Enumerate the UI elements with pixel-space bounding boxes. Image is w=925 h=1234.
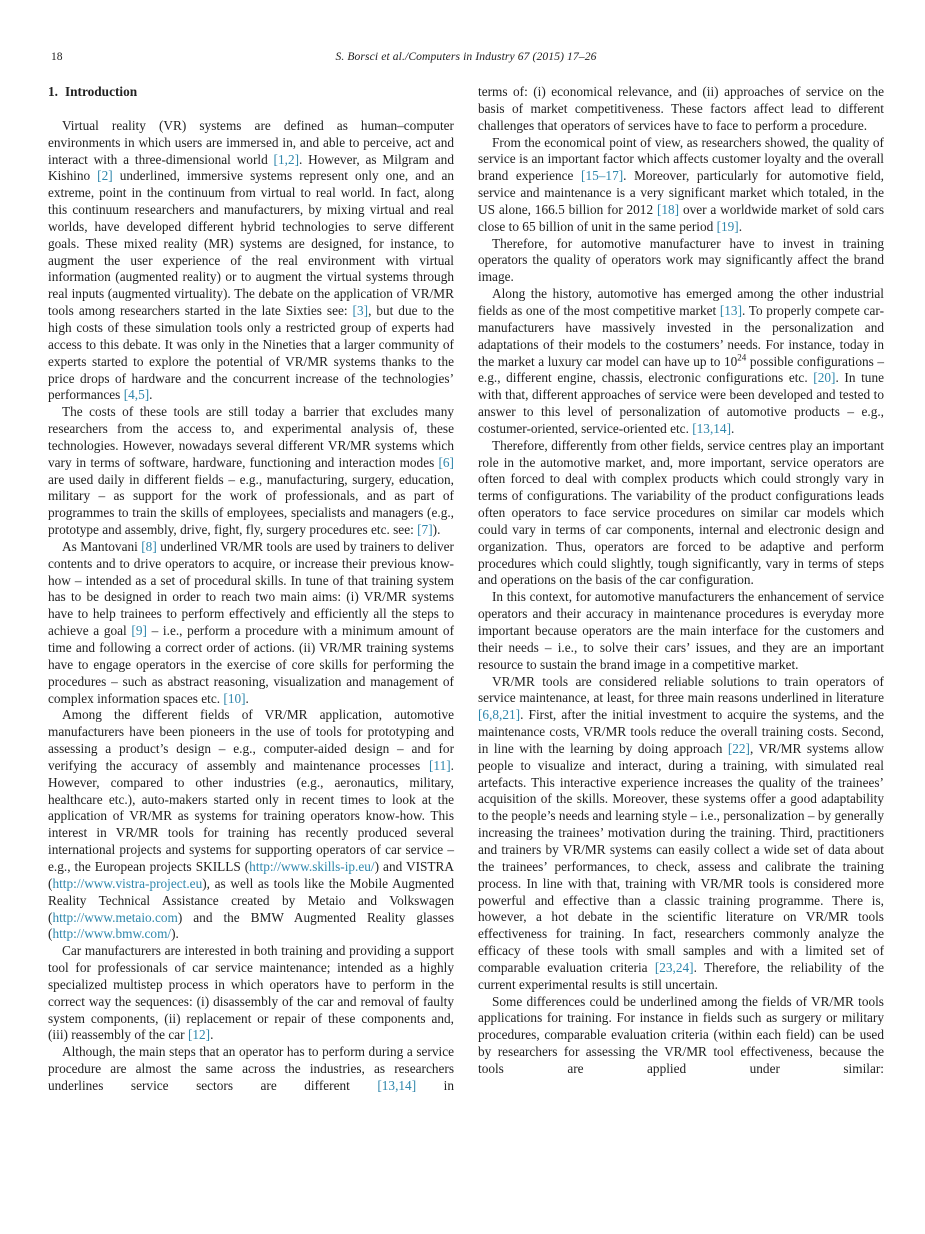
citation-link[interactable]: [6,8,21] [478, 707, 521, 723]
paragraph [478, 674, 884, 994]
citation-link[interactable]: [2] [97, 168, 113, 184]
citation-link[interactable]: [15–17] [581, 168, 624, 184]
text-run: From the economical point of view, as researchers showed, the quality of service is an important factor which affects customer loyalty and the overall brand experience [478, 134, 884, 184]
text-run: ) and VISTRA ( [48, 858, 454, 891]
text-run: , VR/MR systems allow people to visualize and interact, during a training, with simulated real artefacts. This interactive experience increases the quality of the trainees’ acquisition of the skills. Moreover, these systems offer a good adaptability to the people’s needs and learning style – i.e., personalization – by generally increasing the trainees’ motivation during the training. Third, practitioners and trainers by VR/MR systems can easily collect a wide set of data about the trainees’ performances, to check, assess and calibrate the training process. In line with that, training with VR/MR tools is considered more powerful and effective than a classic training programme. There is, however, a hot debate in the scientific literature on VR/MR tools effectiveness for training. In fact, researchers commonly analyze the efficacy of these tools with small samples and with a limited set of comparable evaluation criteria [478, 740, 884, 975]
citation-link[interactable]: [6] [438, 454, 454, 470]
citation-link[interactable]: [8] [141, 538, 157, 554]
citation-link[interactable]: [4,5] [123, 387, 150, 403]
text-run: . [149, 387, 153, 403]
citation-link[interactable]: [13] [719, 302, 743, 318]
text-run: underlined VR/MR tools are used by trainers to deliver contents and to drive operators to acquire, or increase their previous know-how – intended as a set of procedural skills. In tune of that training system has to be designed in order to reach two main aims: (i) VR/MR systems have to help trainees to perform effectively and efficiently all the steps to achieve a goal [48, 538, 454, 639]
paragraph [478, 589, 884, 673]
section-heading [48, 84, 454, 101]
citation-link[interactable]: [13,14] [377, 1077, 417, 1093]
right-column-paragraphs [478, 84, 884, 1078]
running-head: S. Borsci et al./Computers in Industry 67 (2015) 17–26 [335, 50, 597, 63]
text-run: VR/MR tools are considered reliable solutions to train operators of service maintenance, at least, for three main reasons underlined in literature [478, 673, 884, 706]
paragraph [478, 286, 884, 438]
text-run: ) and the BMW Augmented Reality glasses ( [48, 909, 454, 942]
citation-link[interactable]: [23,24] [654, 959, 694, 975]
text-run: . Moreover, particularly for automotive field, service and maintenance is a very significant market which totaled, in the US alone, 166.5 billion for 2012 [478, 168, 884, 217]
paragraph [48, 404, 454, 539]
url-link[interactable]: http://www.skills-ip.eu/ [249, 858, 375, 874]
text-run: . However, as Milgram and Kishino [48, 151, 454, 184]
paragraph [48, 539, 454, 707]
text-run: ), as well as tools like the Mobile Augmented Reality Technical Assistance created by Metaio and Volkswagen ( [48, 875, 454, 925]
citation-link[interactable]: [3] [352, 303, 369, 319]
left-column-paragraphs [48, 118, 454, 1095]
text-run: As Mantovani [62, 538, 142, 554]
text-run: possible configurations – e.g., different engine, chassis, electronic configurations etc. [478, 353, 885, 386]
paragraph [478, 236, 884, 287]
text-run: in [416, 1077, 454, 1093]
url-link[interactable]: http://www.vistra-project.eu [52, 875, 203, 891]
text-run: Therefore, for automotive manufacturer have to invest in training operators the quality of operators work may significantly affect the brand image. [478, 235, 884, 285]
text-run: Car manufacturers are interested in both training and providing a support tool for professionals of car service maintenance; intended as a highly specialized multistep process in which operators have to perform in the correct way the sequences: (i) disassembly of the car and removal of faulty system components, (ii) replacement or repair of these components and, (iii) reassembly of the car [48, 943, 454, 1043]
text-run: over a worldwide market of sold cars close to 65 billion of unit in the same period [478, 201, 885, 234]
text-run: underlined, immersive systems represent only one, and an extreme, point in the continuum from virtual to real world. In fact, along this continuum researchers and manufacturers, by mixing virtual and real worlds, have developed different hybrid technologies to serve different goals. These mixed reality (MR) systems are designed, for instance, to augment the user experience of the real environment with virtual information (augmented reality) or to augment the virtual systems through real inputs (augmented virtuality). The debate on the application of VR/MR tools among researchers started in the late Sixties see: [48, 168, 454, 319]
text-run: . However, compared to other industries (e.g., aeronautics, military, healthcare etc.), auto-makers started only in recent times to look at the application of VR/MR as systems for training operators know-how. This interest in VR/MR tools for training has recently produced several international projects and systems for supporting operators of car service – e.g., the European projects SKILLS ( [48, 757, 454, 874]
paragraph [48, 118, 454, 404]
text-run: . Therefore, the reliability of the current experimental results is still uncertain. [478, 959, 884, 992]
text-run: The costs of these tools are still today a barrier that excludes many researchers from the access to, and experimental analysis of, these technologies. However, nowadays several different VR/MR systems which vary in terms of software, hardware, functioning and interaction modes [48, 404, 454, 470]
paragraph [48, 707, 454, 943]
citation-link[interactable]: [19] [716, 218, 739, 234]
section-number: 1. [48, 84, 58, 99]
right-column [478, 84, 884, 1095]
paragraph [478, 994, 884, 1078]
citation-link[interactable]: [9] [131, 623, 147, 639]
paragraph [478, 135, 884, 236]
text-run: . [731, 420, 735, 436]
url-link[interactable]: http://www.metaio.com [52, 909, 178, 925]
text-run: terms of: (i) economical relevance, and (ii) approaches of service on the basis of market competitiveness. These factors affect lead to different challenges that operators of services have to face to perform a procedure. [478, 84, 884, 133]
url-link[interactable]: http://www.bmw.com/ [52, 926, 172, 942]
text-run: Along the history, automotive has emerged among the other industrial fields as one of the most competitive market [478, 286, 884, 318]
paragraph [48, 1044, 454, 1095]
citation-link[interactable]: [1,2] [273, 151, 300, 167]
text-run: Therefore, differently from other fields, service centres play an important role in the automotive market, and, more important, service operators are often forced to deal with complex products which could strongly vary in terms of configurations. The variability of the product configurations leads often operators to face service procedures on similar car models which could vary in terms of car components, internal and electronic design and organization. Thus, operators are forced to be adaptive and perform procedures which could slightly, tough significantly, vary in terms of steps and operations on the basis of the car configuration. [478, 437, 884, 588]
text-run: are used daily in different fields – e.g., manufacturing, surgery, education, military – as support for the work of professionals, and as part of programmes to train the skills of employees, specialists and managers (e.g., prototype and assembly, drive, fight, fly, surgery procedures etc. see: [48, 471, 454, 538]
text-run: . To properly compete car-manufacturers have massively invested in the personalization and adaptations of their models to the costumers’ needs. For instance, today in the market a luxury car model can have up to 10 [478, 302, 885, 369]
page-header [48, 50, 884, 66]
text-run: . [210, 1027, 214, 1043]
text-run: ). [432, 522, 441, 538]
text-run: ). [171, 926, 179, 942]
superscript: 24 [737, 352, 747, 363]
paragraph [478, 438, 884, 590]
text-run: , but due to the high costs of these simulation tools only a restricted group of experts had access to this debate. It was only in the Nineties that a larger community of experts started to explore the potential of VR/MR systems thanks to the price drops of hardware and the concurrent increase of the technologies’ performances [48, 303, 454, 403]
paragraph [48, 943, 454, 1044]
text-run: . In tune with that, different approaches of service were been developed and tested to answer to this level of personalization of automotive products – e.g., costumer-oriented, service-oriented etc. [478, 370, 884, 436]
text-run: Virtual reality (VR) systems are defined as human–computer environments in which users are immersed in, and able to perceive, act and interact with a three-dimensional world [48, 117, 454, 167]
text-run: – i.e., perform a procedure with a minimum amount of time and following a correct order of actions. (ii) VR/MR training systems have to engage operators in the exercise of core skills for performing the procedures – such as abstract reasoning, visualization and management of complex information spaces etc. [48, 623, 454, 706]
text-run: . [738, 218, 743, 234]
section-title: Introduction [64, 84, 138, 99]
paragraph [478, 84, 884, 135]
text-run: . [245, 690, 249, 706]
citation-link[interactable]: [7] [417, 522, 433, 538]
text-run: Among the different fields of VR/MR application, automotive manufacturers have been pioneers in the use of tools for prototyping and assessing a product’s design – e.g., computer-aided design – and for verifying the accuracy of assembly and maintenance processes [48, 707, 454, 773]
page-number: 18 [51, 50, 63, 63]
citation-link[interactable]: [12] [187, 1027, 211, 1043]
text-run: In this context, for automotive manufacturers the enhancement of service operators and their accuracy in maintenance procedures is everyday more important because operators are the main interface for the customers and their needs – i.e., to solve their cars’ issues, and they are an important resource to sustain the brand image in a competitive market. [478, 589, 884, 672]
text-run: Although, the main steps that an operator has to perform during a service procedure are almost the same across the industries, as researchers underlines service sectors are different [48, 1044, 454, 1093]
citation-link[interactable]: [18] [656, 201, 680, 217]
text-run: . First, after the initial investment to acquire the systems, and the maintenance costs, VR/MR tools reduce the overall training costs. Second, in line with the learning by doing approach [478, 707, 884, 756]
left-column [48, 84, 454, 1095]
citation-link[interactable]: [10] [223, 690, 246, 706]
article-body [48, 84, 884, 1095]
citation-link[interactable]: [20] [813, 370, 836, 386]
citation-link[interactable]: [22] [727, 740, 750, 756]
text-run: Some differences could be underlined among the fields of VR/MR tools applications for training. For instance in fields such as surgery or military procedures, comparable evaluation criteria (within each field) can be used by researchers for assessing the VR/MR tool effectiveness, because the tools are applied under similar: [478, 993, 884, 1076]
citation-link[interactable]: [13,14] [692, 420, 732, 436]
citation-link[interactable]: [11] [429, 757, 451, 773]
